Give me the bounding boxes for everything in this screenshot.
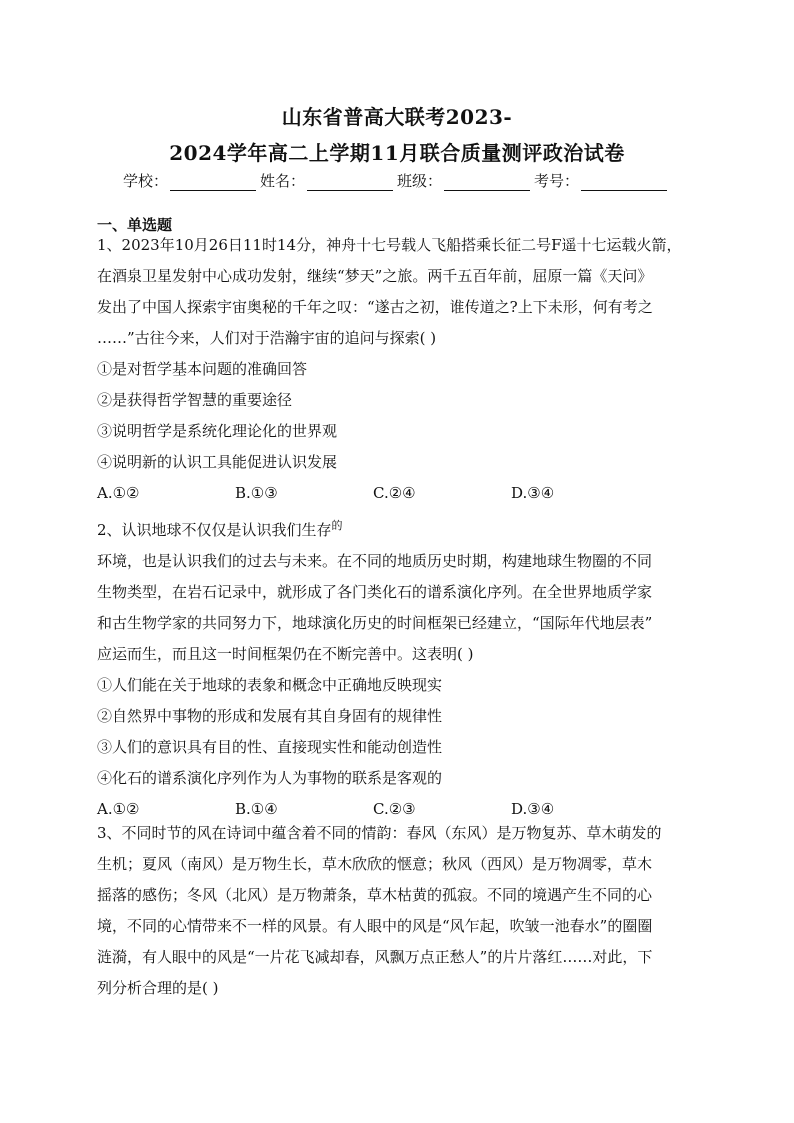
name-label: 姓名： (260, 172, 306, 190)
choice-d[interactable]: D.③④ (511, 800, 555, 818)
question-text-line: 在酒泉卫星发射中心成功发射，继续“梦天”之旅。两千五百年前，屈原一篇《天问》 (97, 267, 653, 285)
choice-c[interactable]: C.②③ (373, 800, 416, 818)
statement-option: ①是对哲学基本问题的准确回答 (97, 360, 308, 378)
statement-option: ①人们能在关于地球的表象和概念中正确地反映现实 (97, 676, 443, 694)
exam-title-line-2: 2024学年高二上学期11月联合质量测评政治试卷 (169, 141, 625, 165)
statement-option: ②自然界中事物的形成和发展有其自身固有的规律性 (97, 707, 443, 725)
question-text-superscript: 的 (331, 519, 343, 532)
choice-a[interactable]: A.①② (97, 484, 140, 502)
question-text-line: 3、不同时节的风在诗词中蕴含着不同的情韵：春风（东风）是万物复苏、草木萌发的 (97, 824, 662, 842)
exam-number-blank[interactable] (581, 174, 667, 191)
question-text-line: 列分析合理的是( ) (97, 979, 219, 997)
question-text-line: 和古生物学家的共同努力下，地球演化历史的时间框架已经建立，“国际年代地层表” (97, 614, 653, 632)
exam-number-field (534, 170, 667, 191)
question-text-fragment: 2、认识地球不仅仅是认识我们生存 (97, 521, 332, 539)
statement-option: ④说明新的认识工具能促进认识发展 (97, 453, 338, 471)
exam-title-line-1: 山东省普高大联考2023- (281, 105, 513, 129)
school-blank[interactable] (170, 174, 256, 191)
question-3 (97, 818, 703, 1004)
school-label: 学校： (123, 172, 169, 190)
question-text-line: 境，不同的心情带来不一样的风景。有人眼中的风是“风乍起，吹皱一池春水”的圈圈 (97, 917, 653, 935)
question-text-line: ……”古往今来，人们对于浩瀚宇宙的追问与探索( ) (97, 329, 437, 347)
choice-d[interactable]: D.③④ (511, 484, 555, 502)
question-text-line: 环境，也是认识我们的过去与未来。在不同的地质历史时期，构建地球生物圈的不同 (97, 552, 653, 570)
question-text-line: 1、2023年10月26日11时14分，神舟十七号载人飞船搭乘长征二号F遥十七运载火箭， (97, 236, 682, 254)
question-text-line: 应运而生，而且这一时间框架仍在不断完善中。这表明( ) (97, 645, 474, 663)
choice-b[interactable]: B.①④ (235, 800, 278, 818)
statement-option: ③人们的意识具有目的性、直接现实性和能动创造性 (97, 738, 443, 756)
class-label: 班级： (397, 172, 443, 190)
statement-option: ④化石的谱系演化序列作为人为事物的联系是客观的 (97, 769, 443, 787)
question-1 (97, 230, 703, 509)
student-info-row (123, 170, 683, 191)
school-field (123, 170, 256, 191)
question-text-line: 涟漪，有人眼中的风是“一片花飞减却春，风飘万点正愁人”的片片落红……对此，下 (97, 948, 653, 966)
name-blank[interactable] (307, 174, 393, 191)
question-2 (97, 510, 703, 825)
class-field (397, 170, 530, 191)
choice-a[interactable]: A.①② (97, 800, 140, 818)
statement-option: ③说明哲学是系统化理论化的世界观 (97, 422, 338, 440)
question-text-line: 发出了中国人探索宇宙奥秘的千年之叹：“遂古之初，谁传道之?上下未形，何有考之 (97, 298, 653, 316)
question-text-line: 生物类型，在岩石记录中，就形成了各门类化石的谱系演化序列。在全世界地质学家 (97, 583, 653, 601)
exam-number-label: 考号： (534, 172, 580, 190)
question-text-line: 生机；夏风（南风）是万物生长，草木欣欣的惬意；秋风（西风）是万物凋零，草木 (97, 855, 653, 873)
answer-choices (97, 478, 703, 509)
choice-c[interactable]: C.②④ (373, 484, 416, 502)
statement-option: ②是获得哲学智慧的重要途径 (97, 391, 293, 409)
question-text-line (97, 510, 703, 546)
class-blank[interactable] (444, 174, 530, 191)
question-text-line: 摇落的感伤；冬风（北风）是万物萧条，草木枯黄的孤寂。不同的境遇产生不同的心 (97, 886, 653, 904)
section-heading: 一、单选题 (97, 216, 173, 234)
choice-b[interactable]: B.①③ (235, 484, 278, 502)
name-field (260, 170, 393, 191)
